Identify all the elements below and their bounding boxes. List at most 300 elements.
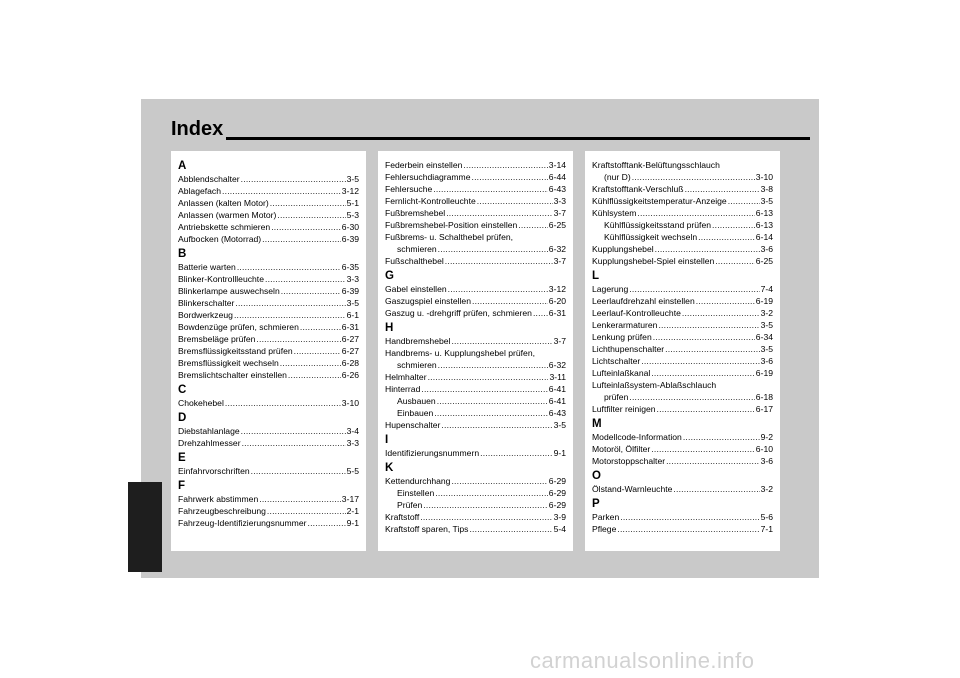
dot-leader (256, 333, 340, 345)
index-entry (592, 195, 773, 207)
index-entry-term: schmieren (397, 360, 437, 370)
index-entry-term: Lagerung (592, 284, 629, 294)
index-entry-term: Gaszug u. -drehgriff prüfen, schmieren (385, 308, 532, 318)
index-entry-page: 3-6 (760, 456, 773, 466)
dot-leader (683, 431, 760, 443)
index-entry-page: 6-44 (548, 172, 566, 182)
dot-leader (433, 183, 548, 195)
index-entry-page: 6-17 (755, 404, 773, 414)
index-entry (385, 207, 566, 219)
index-entry-page: 3-7 (553, 336, 566, 346)
index-entry-page: 6-32 (548, 244, 566, 254)
index-entry-term: Fußbremshebel-Position einstellen (385, 220, 518, 230)
index-entry-page: 6-35 (341, 262, 359, 272)
index-entry (385, 255, 566, 267)
dot-leader (280, 357, 341, 369)
index-entry (385, 171, 566, 183)
index-entry (178, 261, 359, 273)
dot-leader (665, 343, 759, 355)
index-entry-page: 3-5 (553, 420, 566, 430)
index-entry-page: 3-5 (760, 196, 773, 206)
index-entry (178, 309, 359, 321)
index-entry-term: Antriebskette schmieren (178, 222, 271, 232)
index-entry (592, 183, 773, 195)
index-entry-page: 6-19 (755, 296, 773, 306)
dot-leader (629, 283, 759, 295)
index-entry (592, 355, 773, 367)
index-entry-page: 2-1 (346, 506, 359, 516)
dot-leader (435, 487, 548, 499)
dot-leader (288, 369, 341, 381)
index-entry (592, 331, 773, 343)
page-title: Index (171, 118, 224, 140)
dot-leader (237, 261, 341, 273)
index-entry-term: schmieren (397, 244, 437, 254)
index-entry-term: Fahrzeugbeschreibung (178, 506, 266, 516)
index-entry-term: Bordwerkzeug (178, 310, 233, 320)
index-entry-page: 6-13 (755, 208, 773, 218)
index-entry-page: 3-9 (553, 512, 566, 522)
dot-leader (518, 219, 547, 231)
index-entry (178, 397, 359, 409)
index-entry (178, 437, 359, 449)
index-entry-page: 3-11 (549, 372, 566, 382)
index-entry-term: Aufbocken (Motorrad) (178, 234, 262, 244)
index-entry-page: 3-5 (346, 174, 359, 184)
index-entry-page: 6-39 (341, 234, 359, 244)
index-entry-page: 6-32 (548, 360, 566, 370)
index-letter-heading: I (385, 434, 389, 446)
dot-leader (420, 511, 552, 523)
index-entry-page: 3-3 (346, 438, 359, 448)
index-entry-page: 3-7 (553, 208, 566, 218)
index-entry-term: Lichtschalter (592, 356, 641, 366)
index-entry (592, 523, 773, 535)
index-entry-page: 6-43 (548, 184, 566, 194)
index-entry-line: Lufteinlaßsystem-Ablaßschlauch (592, 380, 717, 390)
index-entry (178, 345, 359, 357)
index-entry-term: Modellcode-Information (592, 432, 682, 442)
index-entry (385, 499, 566, 511)
dot-leader (271, 221, 341, 233)
index-entry-term: Bowdenzüge prüfen, schmieren (178, 322, 299, 332)
index-entry-term: Ausbauen (397, 396, 436, 406)
index-entry-term: Kraftstofftank-Verschluß (592, 184, 684, 194)
index-entry (592, 231, 773, 243)
index-entry-term: Identifizierungsnummern (385, 448, 480, 458)
dot-leader (682, 307, 760, 319)
index-entry-term: Bremslichtschalter einstellen (178, 370, 287, 380)
index-entry-page: 3-2 (760, 484, 773, 494)
dot-leader (270, 197, 346, 209)
index-entry-page: 3-4 (346, 426, 359, 436)
dot-leader (265, 273, 346, 285)
dot-leader (477, 195, 553, 207)
index-entry (385, 395, 566, 407)
index-entry-term: Lufteinlaßkanal (592, 368, 651, 378)
index-entry (178, 425, 359, 437)
index-entry-term: Kühlsystem (592, 208, 637, 218)
dot-leader (438, 243, 548, 255)
index-entry (385, 371, 566, 383)
index-entry-term: Hinterrad (385, 384, 421, 394)
dot-leader (480, 447, 552, 459)
index-entry-term: Fahrwerk abstimmen (178, 494, 259, 504)
index-letter-heading: D (178, 412, 187, 424)
index-entry-term: Kühlflüssigkeitstemperatur-Anzeige (592, 196, 727, 206)
index-entry-page: 6-39 (341, 286, 359, 296)
dot-leader (651, 367, 755, 379)
watermark: carmanualsonline.info (530, 648, 755, 673)
index-entry-page: 3-5 (346, 298, 359, 308)
index-entry (178, 333, 359, 345)
index-entry-term: Blinkerschalter (178, 298, 235, 308)
index-entry-term: Kupplungshebel (592, 244, 654, 254)
dot-leader (658, 319, 759, 331)
index-entry (385, 487, 566, 499)
index-entry (592, 219, 773, 231)
index-entry-term: Pflege (592, 524, 617, 534)
index-letter-heading: B (178, 248, 187, 260)
index-column-2 (378, 151, 573, 551)
index-entry (592, 255, 773, 267)
dot-leader (242, 437, 346, 449)
index-entry-page: 6-29 (548, 488, 566, 498)
index-entry-line: Fußbrems- u. Schalthebel prüfen, (385, 232, 514, 242)
index-letter-heading: H (385, 322, 394, 334)
dot-leader (300, 321, 341, 333)
index-entry-page: 6-18 (755, 392, 773, 402)
index-entry-line: Handbrems- u. Kupplungshebel prüfen, (385, 348, 536, 358)
index-entry-page: 6-31 (341, 322, 359, 332)
index-entry-term: Fehlersuchdiagramme (385, 172, 471, 182)
index-entry-term: Kraftstoff (385, 512, 420, 522)
index-entry-page: 3-3 (553, 196, 566, 206)
index-entry-page: 3-7 (553, 256, 566, 266)
dot-leader (262, 233, 341, 245)
chapter-tab (128, 482, 162, 572)
index-entry (385, 359, 566, 371)
index-entry-term: Anlassen (warmen Motor) (178, 210, 277, 220)
index-entry (385, 419, 566, 431)
index-column-1 (171, 151, 366, 551)
index-entry-page: 6-43 (548, 408, 566, 418)
index-entry-term: Kühlflüssigkeitsstand prüfen (604, 220, 712, 230)
dot-leader (294, 345, 341, 357)
dot-leader (533, 307, 548, 319)
index-letter-heading: P (592, 498, 600, 510)
index-entry-page: 5-1 (346, 198, 359, 208)
dot-leader (277, 209, 345, 221)
index-entry (592, 455, 773, 467)
index-entry-term: Anlassen (kalten Motor) (178, 198, 269, 208)
index-entry (178, 321, 359, 333)
index-entry-page: 5-4 (553, 524, 566, 534)
index-entry-term: Luftfilter reinigen (592, 404, 656, 414)
index-entry-page: 3-12 (548, 284, 566, 294)
index-entry-term: Helmhalter (385, 372, 427, 382)
index-entry-term: Prüfen (397, 500, 423, 510)
dot-leader (437, 395, 548, 407)
index-entry (385, 283, 566, 295)
index-entry (592, 403, 773, 415)
index-entry (178, 285, 359, 297)
index-entry (385, 335, 566, 347)
dot-leader (651, 443, 755, 455)
index-entry-page: 3-6 (760, 244, 773, 254)
index-entry-page: 6-26 (341, 370, 359, 380)
index-entry-term: Gaszugspiel einstellen (385, 296, 471, 306)
index-entry (178, 173, 359, 185)
dot-leader (715, 255, 754, 267)
dot-leader (281, 285, 341, 297)
index-entry-term: Handbremshebel (385, 336, 451, 346)
index-entry (178, 185, 359, 197)
index-entry-page: 3-6 (760, 356, 773, 366)
index-entry-page: 5-3 (346, 210, 359, 220)
dot-leader (445, 255, 553, 267)
dot-leader (259, 493, 341, 505)
dot-leader (673, 483, 759, 495)
index-entry-page: 6-31 (548, 308, 566, 318)
index-entry-page: 6-41 (548, 384, 566, 394)
index-letter-heading: E (178, 452, 186, 464)
dot-leader (438, 359, 548, 371)
index-entry-page: 6-29 (548, 476, 566, 486)
index-entry (385, 511, 566, 523)
index-entry-term: Gabel einstellen (385, 284, 447, 294)
dot-leader (241, 173, 346, 185)
index-entry-term: Ablagefach (178, 186, 222, 196)
index-letter-heading: G (385, 270, 394, 282)
dot-leader (666, 455, 759, 467)
dot-leader (441, 419, 552, 431)
index-entry (385, 307, 566, 319)
dot-leader (222, 185, 341, 197)
index-entry (178, 493, 359, 505)
index-entry-term: Einstellen (397, 488, 435, 498)
index-entry-page: 6-13 (755, 220, 773, 230)
index-entry-term: Kühlflüssigkeit wechseln (604, 232, 698, 242)
index-entry-page: 3-12 (341, 186, 359, 196)
index-entry-term: Leerlaufdrehzahl einstellen (592, 296, 695, 306)
index-entry-page: 7-4 (760, 284, 773, 294)
index-entry-page: 3-8 (760, 184, 773, 194)
index-entry-page: 3-3 (346, 274, 359, 284)
dot-leader (620, 511, 759, 523)
title-rule (226, 137, 810, 140)
dot-leader (685, 183, 760, 195)
index-entry-page: 6-19 (755, 368, 773, 378)
index-entry-page: 5-6 (760, 512, 773, 522)
index-entry (592, 207, 773, 219)
index-entry-term: Leerlauf-Kontrolleuchte (592, 308, 681, 318)
index-entry (178, 505, 359, 517)
dot-leader (472, 295, 548, 307)
index-entry-page: 9-2 (760, 432, 773, 442)
index-entry-term: Blinkerlampe auswechseln (178, 286, 280, 296)
index-entry (178, 221, 359, 233)
index-entry (385, 159, 566, 171)
index-entry-page: 3-2 (760, 308, 773, 318)
index-entry-page: 3-10 (341, 398, 359, 408)
index-entry-term: Fußbremshebel (385, 208, 446, 218)
index-entry-term: Bremsflüssigkeitsstand prüfen (178, 346, 293, 356)
index-entry-term: Einfahrvorschriften (178, 466, 250, 476)
dot-leader (421, 383, 547, 395)
index-column-3 (585, 151, 780, 551)
index-entry (592, 283, 773, 295)
dot-leader (641, 355, 759, 367)
dot-leader (267, 505, 346, 517)
dot-leader (451, 475, 547, 487)
index-entry-term: Blinker-Kontrollleuchte (178, 274, 264, 284)
index-entry (385, 383, 566, 395)
index-entry-term: Fernlicht-Kontrolleuchte (385, 196, 476, 206)
index-entry-term: Drehzahlmesser (178, 438, 241, 448)
index-entry-term: Kupplungshebel-Spiel einstellen (592, 256, 715, 266)
dot-leader (235, 297, 345, 309)
index-entry-term: Bremsbeläge prüfen (178, 334, 256, 344)
index-entry-page: 9-1 (553, 448, 566, 458)
index-letter-heading: L (592, 270, 600, 282)
index-entry (385, 475, 566, 487)
dot-leader (234, 309, 346, 321)
index-entry (592, 443, 773, 455)
index-letter-heading: K (385, 462, 394, 474)
index-entry (178, 517, 359, 529)
index-entry (592, 343, 773, 355)
index-entry (592, 295, 773, 307)
index-entry (592, 319, 773, 331)
dot-leader (451, 335, 552, 347)
index-entry-term: Federbein einstellen (385, 160, 463, 170)
index-entry-term: Lenkerarmaturen (592, 320, 658, 330)
index-entry-page: 6-25 (755, 256, 773, 266)
index-entry-term: prüfen (604, 392, 629, 402)
index-entry (178, 297, 359, 309)
dot-leader (657, 403, 755, 415)
index-entry-page: 6-30 (341, 222, 359, 232)
index-entry-term: Chokehebel (178, 398, 224, 408)
index-entry-term: Batterie warten (178, 262, 236, 272)
index-entry-page: 6-27 (341, 334, 359, 344)
index-entry-term: Bremsflüssigkeit wechseln (178, 358, 279, 368)
index-entry (592, 483, 773, 495)
index-entry-term: Ölstand-Warnleuchte (592, 484, 673, 494)
index-entry-term: Diebstahlanlage (178, 426, 240, 436)
dot-leader (696, 295, 755, 307)
index-entry-term: Hupenschalter (385, 420, 441, 430)
index-entry (385, 447, 566, 459)
index-entry (592, 171, 773, 183)
index-entry (385, 523, 566, 535)
index-letter-heading: M (592, 418, 602, 430)
dot-leader (632, 171, 755, 183)
index-entry-page: 3-17 (341, 494, 359, 504)
dot-leader (434, 407, 547, 419)
index-entry (385, 407, 566, 419)
index-entry-page: 5-5 (346, 466, 359, 476)
index-entry-term: Kettendurchhang (385, 476, 451, 486)
index-entry (178, 233, 359, 245)
dot-leader (653, 331, 755, 343)
dot-leader (241, 425, 346, 437)
index-entry (178, 357, 359, 369)
index-entry (385, 195, 566, 207)
index-entry-page: 3-5 (760, 320, 773, 330)
index-entry (592, 431, 773, 443)
dot-leader (637, 207, 754, 219)
index-entry (592, 243, 773, 255)
index-entry-page: 6-20 (548, 296, 566, 306)
index-entry (385, 219, 566, 231)
index-entry-page: 6-29 (548, 500, 566, 510)
dot-leader (448, 283, 548, 295)
index-letter-heading: F (178, 480, 186, 492)
index-entry-term: Kraftstoff sparen, Tips (385, 524, 469, 534)
index-entry-term: (nur D) (604, 172, 631, 182)
index-entry-line: Kraftstofftank-Belüftungsschlauch (592, 160, 720, 170)
dot-leader (655, 243, 760, 255)
index-entry-term: Motorstoppschalter (592, 456, 666, 466)
dot-leader (472, 171, 548, 183)
index-entry-term: Fußschalthebel (385, 256, 444, 266)
index-entry (592, 367, 773, 379)
dot-leader (463, 159, 547, 171)
index-entry (178, 465, 359, 477)
index-entry-term: Lenkung prüfen (592, 332, 652, 342)
index-entry (592, 391, 773, 403)
index-entry (385, 243, 566, 255)
dot-leader (617, 523, 759, 535)
index-entry (385, 183, 566, 195)
index-entry-term: Lichthupenschalter (592, 344, 665, 354)
index-entry-page: 6-27 (341, 346, 359, 356)
index-entry (178, 369, 359, 381)
index-letter-heading: A (178, 160, 187, 172)
index-entry (178, 209, 359, 221)
index-entry-term: Fehlersuche (385, 184, 433, 194)
dot-leader (446, 207, 552, 219)
index-entry-page: 9-1 (346, 518, 359, 528)
index-entry-term: Parken (592, 512, 620, 522)
index-entry-page: 3-5 (760, 344, 773, 354)
dot-leader (251, 465, 346, 477)
index-entry-term: Fahrzeug-Identifizierungsnummer (178, 518, 307, 528)
index-entry-page: 6-1 (346, 310, 359, 320)
dot-leader (469, 523, 552, 535)
dot-leader (712, 219, 755, 231)
index-entry-term: Einbauen (397, 408, 434, 418)
index-entry (592, 307, 773, 319)
index-letter-heading: C (178, 384, 187, 396)
index-entry (178, 273, 359, 285)
index-entry-term: Abblendschalter (178, 174, 240, 184)
index-entry-page: 3-10 (755, 172, 773, 182)
index-entry-page: 6-25 (548, 220, 566, 230)
dot-leader (225, 397, 341, 409)
index-entry (385, 295, 566, 307)
index-entry-page: 6-34 (755, 332, 773, 342)
dot-leader (428, 371, 549, 383)
index-entry-term: Motoröl, Ölfilter (592, 444, 651, 454)
index-letter-heading: O (592, 470, 601, 482)
index-entry-page: 3-14 (548, 160, 566, 170)
index-entry-page: 6-14 (755, 232, 773, 242)
index-entry-page: 6-28 (341, 358, 359, 368)
index-entry-page: 7-1 (760, 524, 773, 534)
